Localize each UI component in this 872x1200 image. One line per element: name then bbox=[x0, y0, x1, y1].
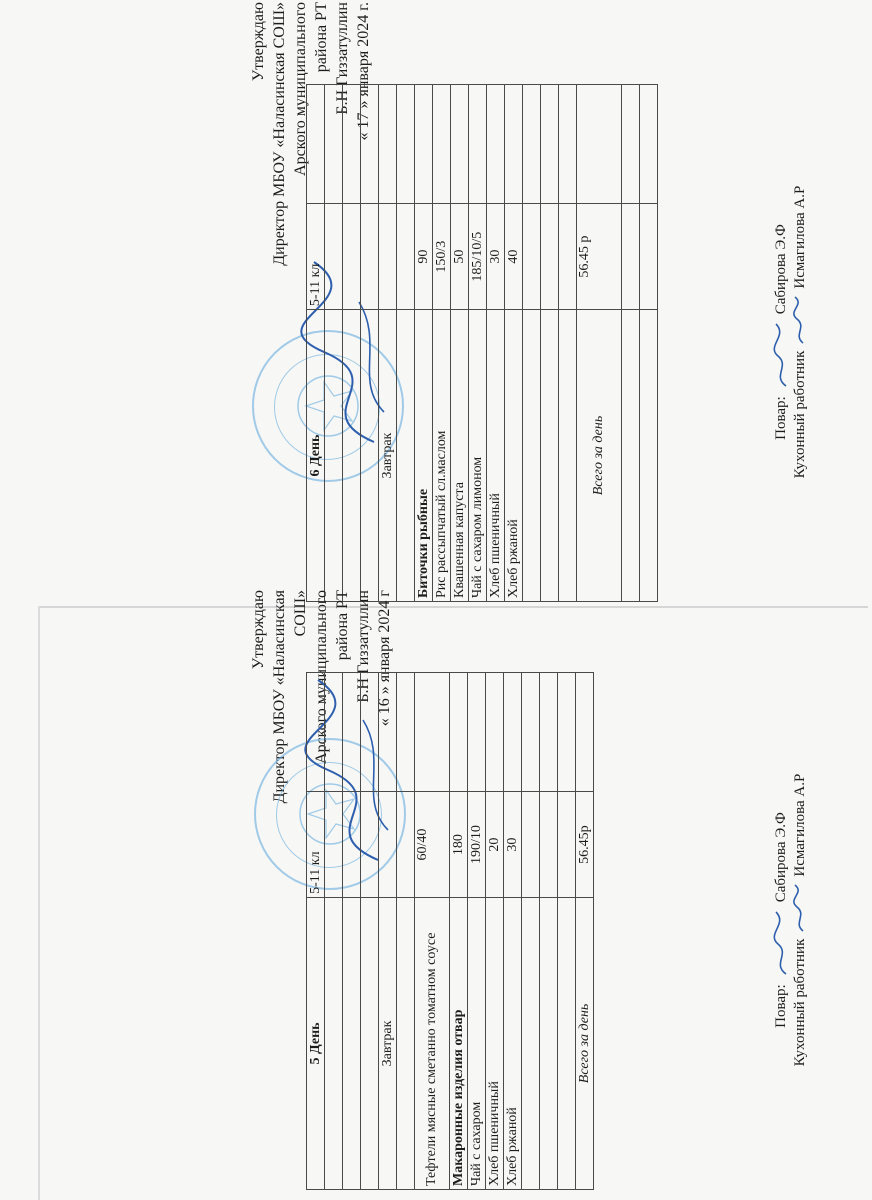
table-row bbox=[541, 85, 559, 602]
approval-name: Б.Н Гиззатуллин bbox=[355, 590, 372, 703]
dish-name: Хлеб ржаной bbox=[504, 897, 522, 1189]
menu-table bbox=[306, 672, 594, 1190]
menu-panel-day5 bbox=[248, 590, 820, 1190]
dish-quantity: 185/10/5 bbox=[469, 204, 487, 310]
worker-signature-icon bbox=[791, 883, 809, 933]
table-row bbox=[325, 85, 343, 602]
dish-name: Квашенная капуста bbox=[451, 310, 469, 602]
dish-name: Рис рассыпчатый сл.маслом bbox=[433, 310, 451, 602]
table-row bbox=[343, 673, 361, 1190]
cook-row bbox=[772, 72, 791, 592]
table-row bbox=[523, 85, 541, 602]
dish-quantity: 20 bbox=[486, 792, 504, 898]
total-label: Всего за день bbox=[576, 897, 594, 1189]
dish-quantity: 190/10 bbox=[468, 792, 486, 898]
table-row bbox=[577, 85, 622, 602]
table-row bbox=[415, 673, 450, 1190]
table-row bbox=[343, 85, 361, 602]
table-row bbox=[468, 673, 486, 1190]
approval-director: Директор МБОУ «Наласинская bbox=[271, 590, 288, 804]
dish-quantity: 90 bbox=[415, 204, 433, 310]
menu-table bbox=[306, 84, 658, 602]
dish-quantity: 40 bbox=[505, 204, 523, 310]
meal-label: Завтрак bbox=[379, 897, 397, 1189]
table-row bbox=[397, 673, 415, 1190]
table-row bbox=[559, 85, 577, 602]
dish-name: Хлеб ржаной bbox=[505, 310, 523, 602]
table-row bbox=[504, 673, 522, 1190]
worker-name: Исмагилова А.Р bbox=[792, 773, 808, 877]
approval-title: Утверждаю bbox=[250, 590, 267, 670]
dish-name: Тефтели мясные сметанно томатном соусе bbox=[415, 897, 450, 1189]
day-label: 6 День bbox=[307, 310, 325, 602]
table-row bbox=[415, 85, 433, 602]
table-row bbox=[450, 673, 468, 1190]
table-row bbox=[451, 85, 469, 602]
worker-role: Кухонный работник bbox=[792, 350, 808, 479]
table-row bbox=[307, 673, 325, 1190]
dish-quantity: 150/3 bbox=[433, 204, 451, 310]
table-row bbox=[540, 673, 558, 1190]
worker-role: Кухонный работник bbox=[792, 938, 808, 1067]
dish-name: Хлеб пшеничный bbox=[487, 310, 505, 602]
day-label: 5 День bbox=[307, 897, 325, 1189]
dish-quantity: 30 bbox=[504, 792, 522, 898]
approval-school: СОШ» bbox=[292, 590, 309, 637]
table-row bbox=[487, 85, 505, 602]
cook-signature-icon bbox=[772, 320, 790, 390]
table-row bbox=[379, 673, 397, 1190]
approval-district: района РТ bbox=[313, 2, 330, 73]
table-row bbox=[505, 85, 523, 602]
table-row bbox=[379, 85, 397, 602]
approval-name: Б.Н Гиззатуллин bbox=[334, 2, 351, 115]
table-row bbox=[307, 85, 325, 602]
staff-block bbox=[772, 72, 810, 592]
dish-name: Биточки рыбные bbox=[415, 310, 433, 602]
cook-signature-icon bbox=[772, 908, 790, 978]
meal-label: Завтрак bbox=[379, 310, 397, 602]
dish-quantity: 50 bbox=[451, 204, 469, 310]
total-value: 56.45р bbox=[576, 792, 594, 898]
dish-quantity: 60/40 bbox=[415, 792, 450, 898]
dish-name: Макаронные изделия отвар bbox=[450, 897, 468, 1189]
menu-panel-day6 bbox=[248, 2, 820, 602]
table-row bbox=[469, 85, 487, 602]
table-row bbox=[325, 673, 343, 1190]
approval-municipality: Арского муниципального bbox=[313, 590, 330, 764]
staff-block bbox=[772, 660, 810, 1180]
table-row bbox=[576, 673, 594, 1190]
dish-name: Чай с сахаром лимоном bbox=[469, 310, 487, 602]
worker-row bbox=[791, 660, 810, 1180]
class-label: 5-11 кл bbox=[307, 204, 325, 310]
worker-row bbox=[791, 72, 810, 592]
dish-name: Чай с сахаром bbox=[468, 897, 486, 1189]
table-row bbox=[361, 85, 379, 602]
approval-date: « 16 » января 2024 г bbox=[376, 590, 393, 727]
approval-municipality: Арского муниципального bbox=[292, 2, 309, 176]
worker-signature-icon bbox=[791, 295, 809, 345]
table-row bbox=[622, 85, 640, 602]
approval-date: « 17 » января 2024 г. bbox=[355, 2, 372, 141]
table-row bbox=[640, 85, 658, 602]
dish-quantity: 30 bbox=[487, 204, 505, 310]
table-row bbox=[558, 673, 576, 1190]
approval-title: Утверждаю bbox=[250, 2, 267, 82]
approval-director: Директор МБОУ «Наласинская СОШ» bbox=[271, 2, 288, 266]
cook-name: Сабирова Э.Ф bbox=[773, 224, 789, 315]
table-row bbox=[433, 85, 451, 602]
cook-role: Повар: bbox=[773, 984, 789, 1028]
total-label: Всего за день bbox=[577, 310, 622, 602]
cook-role: Повар: bbox=[773, 396, 789, 440]
approval-district: района РТ bbox=[334, 590, 351, 661]
page-edge-line bbox=[38, 606, 40, 1200]
class-label: 5-11 кл bbox=[307, 792, 325, 898]
cook-name: Сабирова Э.Ф bbox=[773, 812, 789, 903]
cook-row bbox=[772, 660, 791, 1180]
table-row bbox=[361, 673, 379, 1190]
total-value: 56.45 р bbox=[577, 204, 622, 310]
dish-name: Хлеб пшеничный bbox=[486, 897, 504, 1189]
table-row bbox=[486, 673, 504, 1190]
dish-quantity: 180 bbox=[450, 792, 468, 898]
worker-name: Исмагилова А.Р bbox=[792, 185, 808, 289]
table-row bbox=[397, 85, 415, 602]
table-row bbox=[522, 673, 540, 1190]
